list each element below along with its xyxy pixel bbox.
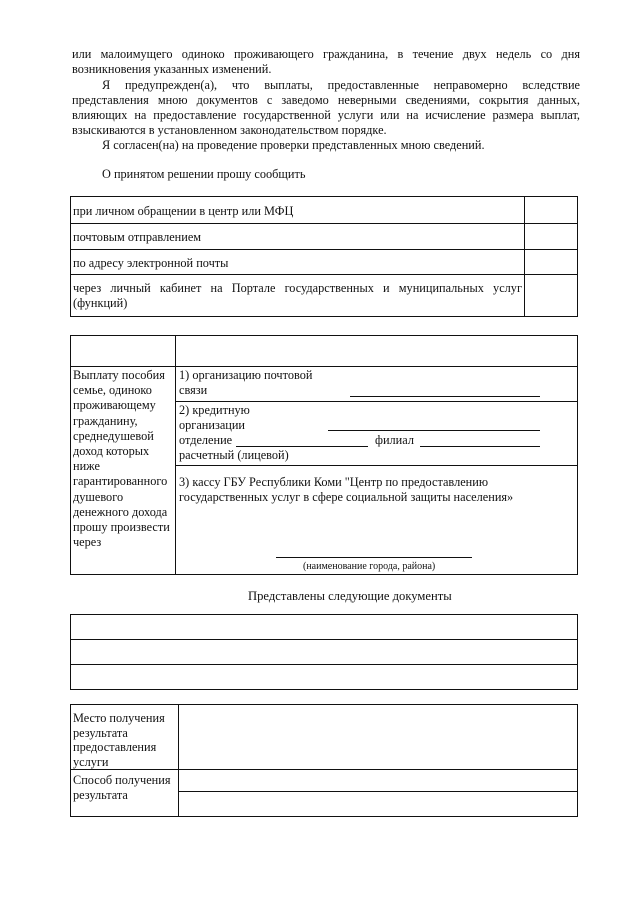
payment-option-bank-account: расчетный (лицевой) <box>179 448 289 462</box>
document-row-2[interactable] <box>71 640 577 664</box>
bank-org-blank[interactable] <box>328 430 540 431</box>
intro-line-2: возникновения указанных изменений. <box>72 62 272 76</box>
notify-checkbox-in-person[interactable] <box>525 197 577 223</box>
post-org-blank[interactable] <box>350 396 540 397</box>
payment-option-post-line2: связи <box>179 383 208 397</box>
notify-row-line <box>70 249 578 250</box>
notify-heading: О принятом решении прошу сообщить <box>102 167 306 181</box>
payment-row-line <box>175 401 578 402</box>
payment-option-bank-filial: филиал <box>375 433 414 447</box>
document-row-1[interactable] <box>71 615 577 639</box>
payment-option-bank-branch: отделение <box>179 433 233 447</box>
notify-option-post: почтовым отправлением <box>73 230 202 244</box>
notify-option-portal-cont: (функций) <box>73 296 128 310</box>
document-row-3[interactable] <box>71 665 577 689</box>
payment-option-kassa-line1: 3) кассу ГБУ Республики Коми "Центр по предоставлению <box>179 475 489 489</box>
bank-filial-blank[interactable] <box>420 446 540 447</box>
payment-option-kassa-line2: государственных услуг в сфере социальной защиты населения» <box>179 490 514 504</box>
payment-option-post-line1: 1) организацию почтовой <box>179 368 313 382</box>
city-district-blank[interactable] <box>276 557 472 558</box>
notify-option-in-person: при личном обращении в центр или МФЦ <box>73 204 294 218</box>
notify-checkbox-post[interactable] <box>525 224 577 249</box>
warning-line-3: влияющих на предоставление государственной услуги или на исчисление размера выплат, <box>72 108 580 122</box>
result-place-label: Место получения результата предоставления услуги <box>73 711 165 769</box>
documents-heading: Представлены следующие документы <box>248 589 452 603</box>
city-district-caption: (наименование города, района) <box>303 561 436 572</box>
notify-checkbox-email[interactable] <box>525 250 577 274</box>
warning-line-1: Я предупрежден(а), что выплаты, предоставленные неправомерно вследствие <box>102 78 580 92</box>
result-method-field-2[interactable] <box>179 792 577 816</box>
notify-row-line <box>70 274 578 275</box>
warning-line-4: взыскиваются в установленном законодательством порядке. <box>72 123 387 137</box>
payment-row-line <box>175 465 578 466</box>
intro-line-1: или малоимущего одиноко проживающего гражданина, в течение двух недель со дня <box>72 47 580 61</box>
consent-text: Я согласен(на) на проведение проверки представленных мною сведений. <box>102 138 485 152</box>
notify-checkbox-portal[interactable] <box>525 275 577 316</box>
payment-left-label: Выплату пособия семье, одиноко проживающему гражданину, среднедушевой доход которых ниже гарантированного душевого денежного дохода прошу произвести через <box>73 368 170 550</box>
bank-branch-blank[interactable] <box>236 446 368 447</box>
result-method-label: Способ получения результата <box>73 773 171 802</box>
payment-row-line <box>70 366 578 367</box>
payment-option-bank-line1: 2) кредитную <box>179 403 250 417</box>
notify-option-portal: через личный кабинет на Портале государственных и муниципальных услуг <box>73 281 522 295</box>
notify-option-email: по адресу электронной почты <box>73 256 229 270</box>
result-place-field[interactable] <box>179 705 577 769</box>
payment-option-bank-line2: организации <box>179 418 246 432</box>
warning-line-2: представления мною документов с заведомо неверными сведениями, сокрытия данных, <box>72 93 580 107</box>
result-method-field-1[interactable] <box>179 770 577 791</box>
payment-table-divider <box>175 335 176 575</box>
notify-row-line <box>70 223 578 224</box>
